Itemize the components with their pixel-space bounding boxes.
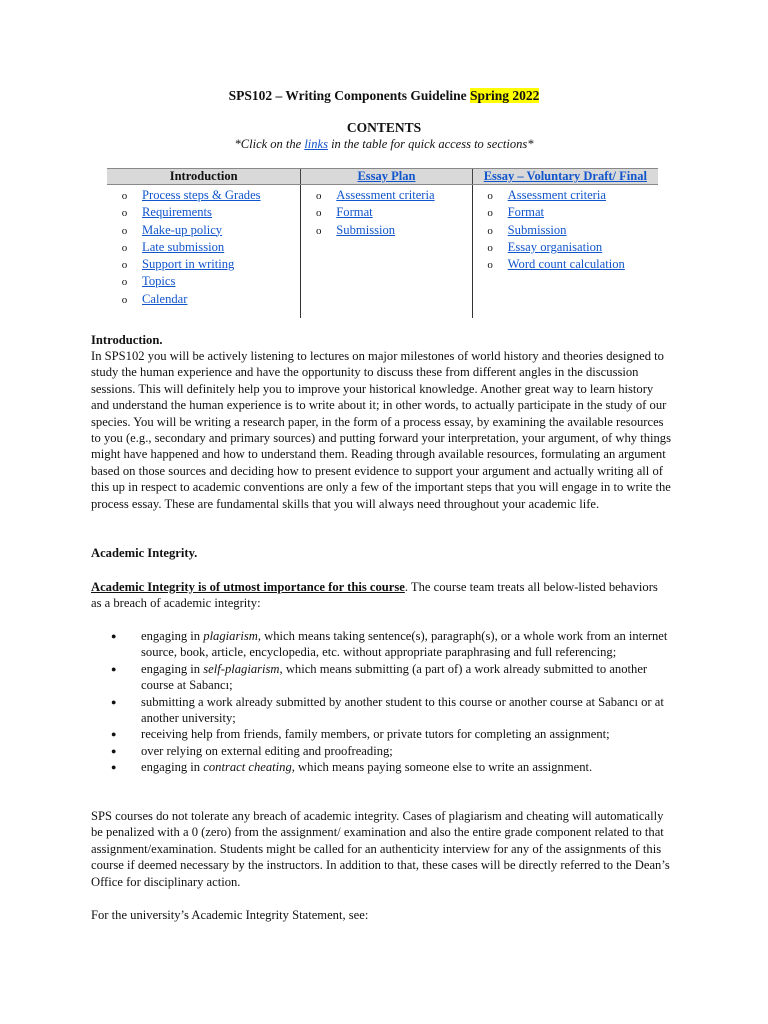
list-item: o Calendar bbox=[121, 291, 188, 306]
toc-link[interactable]: Topics bbox=[142, 274, 176, 289]
essay-final-link[interactable]: Essay – Voluntary Draft/ Final bbox=[483, 169, 647, 183]
title-main: SPS102 – Writing Components Guideline bbox=[228, 88, 470, 103]
toc-link[interactable]: Support in writing bbox=[142, 257, 235, 272]
toc-link[interactable]: Submission bbox=[507, 222, 567, 237]
document-title bbox=[0, 88, 768, 104]
contents-instruction: *Click on the links in the table for quick access to sections* bbox=[234, 137, 534, 151]
list-item: o Submission bbox=[316, 222, 396, 237]
essay-final-column bbox=[472, 185, 658, 318]
integrity-statement: For the university’s Academic Integrity Statement, see: bbox=[91, 908, 369, 922]
toc-link[interactable]: Assessment criteria bbox=[507, 188, 606, 202]
contents-heading: CONTENTS bbox=[346, 120, 422, 135]
essay-plan-link[interactable]: Essay Plan bbox=[357, 169, 416, 183]
list-item: o Assessment criteria bbox=[316, 188, 435, 202]
list-item: ● submitting a work already submitted by another student to this course or another course at Sabancı or at another university; bbox=[111, 694, 664, 726]
list-item: o Late submission bbox=[121, 239, 225, 254]
introduction-body: In SPS102 you will be actively listening to lectures on major milestones of world history and theories designed to study the human experience and have the opportunity to discuss these from different angles in the discussion sessions. This will definitely help you to improve your historical knowledge. Another great way to learn history and understand the human experience is to write about it; in other words, to actually participate in the study of our species. You will be writing a research paper, in the form of a process essay, by examining the available resources to you (e.g., secondary and primary sources) and putting forward your interpretation, your argument, of why things might have happened and how to understand them. Reading through available resources, formulating an argument based on those sources and deciding how to present evidence to support your argument and actually writing all of this up in respect to academic conventions are only a few of the important steps that you will engage in to write the process essay. These are fundamental skills that you will always need throughout your academic life. bbox=[91, 349, 671, 511]
toc-link[interactable]: Late submission bbox=[142, 239, 225, 254]
title-highlight: Spring 2022 bbox=[470, 88, 540, 103]
integrity-lead: Academic Integrity is of utmost importance for this course. The course team treats all below-listed behaviors as a breach of academic integrity: bbox=[91, 580, 658, 611]
toc-link[interactable]: Word count calculation bbox=[507, 257, 625, 272]
integrity-list bbox=[111, 628, 671, 776]
list-item: ● engaging in plagiarism, which means taking sentence(s), paragraph(s), or a whole work from an internet source, book, article, encyclopedia, etc. without appropriate paraphrasing and full referencing; bbox=[111, 629, 668, 660]
header-essay-final bbox=[472, 169, 658, 184]
contents-links-link[interactable]: links bbox=[304, 137, 328, 151]
toc-link[interactable]: Assessment criteria bbox=[336, 188, 435, 202]
list-item: ● over relying on external editing and proofreading; bbox=[111, 743, 393, 758]
list-item: ● engaging in contract cheating, which means paying someone else to write an assignment. bbox=[111, 760, 593, 775]
list-item: o Submission bbox=[487, 222, 567, 237]
integrity-penalty: SPS courses do not tolerate any breach of academic integrity. Cases of plagiarism and cheating will automatically be penalized with a 0 (zero) from the assignment/ examination and also the entire grade component related to that assignment/examination. Students might be called for an authenticity interview for any of the assignments of this course if deemed necessary by the instructors. In addition to that, these cases will be directly referred to the Dean’s Office for disciplinary action. bbox=[91, 809, 670, 889]
list-item: o Support in writing bbox=[121, 257, 235, 272]
list-item: o Format bbox=[487, 205, 545, 220]
toc-link[interactable]: Calendar bbox=[142, 291, 188, 306]
list-item: ● receiving help from friends, family members, or private tutors for completing an assignment; bbox=[111, 727, 610, 742]
list-item: o Process steps & Grades bbox=[121, 188, 261, 202]
toc-link[interactable]: Requirements bbox=[142, 205, 212, 220]
list-item: o Assessment criteria bbox=[487, 188, 606, 202]
toc-link[interactable]: Format bbox=[507, 205, 545, 220]
integrity-lead-underlined: Academic Integrity is of utmost importance for this course bbox=[91, 580, 405, 594]
contents-table-body bbox=[107, 185, 658, 318]
contents-table-header bbox=[107, 168, 658, 185]
toc-link[interactable]: Essay organisation bbox=[507, 239, 603, 254]
header-essay-plan bbox=[300, 169, 471, 184]
list-item: ● engaging in self-plagiarism, which means submitting (a part of) a work already submitted to another course at Sabancı; bbox=[111, 661, 648, 693]
contents-table bbox=[107, 168, 658, 318]
introduction-column bbox=[107, 185, 300, 318]
toc-link[interactable]: Format bbox=[336, 205, 373, 220]
list-item: o Word count calculation bbox=[487, 257, 625, 272]
list-item: o Requirements bbox=[121, 205, 212, 220]
list-item: o Format bbox=[316, 205, 373, 220]
introduction-heading: Introduction. bbox=[91, 333, 163, 347]
essay-plan-column bbox=[300, 185, 471, 318]
list-item: o Essay organisation bbox=[487, 239, 603, 254]
toc-link[interactable]: Submission bbox=[336, 222, 396, 237]
header-introduction: Introduction bbox=[169, 169, 238, 183]
integrity-heading: Academic Integrity. bbox=[91, 546, 198, 560]
toc-link[interactable]: Process steps & Grades bbox=[142, 188, 261, 202]
list-item: o Make-up policy bbox=[121, 222, 223, 237]
list-item: o Topics bbox=[121, 274, 176, 289]
toc-link[interactable]: Make-up policy bbox=[142, 222, 223, 237]
